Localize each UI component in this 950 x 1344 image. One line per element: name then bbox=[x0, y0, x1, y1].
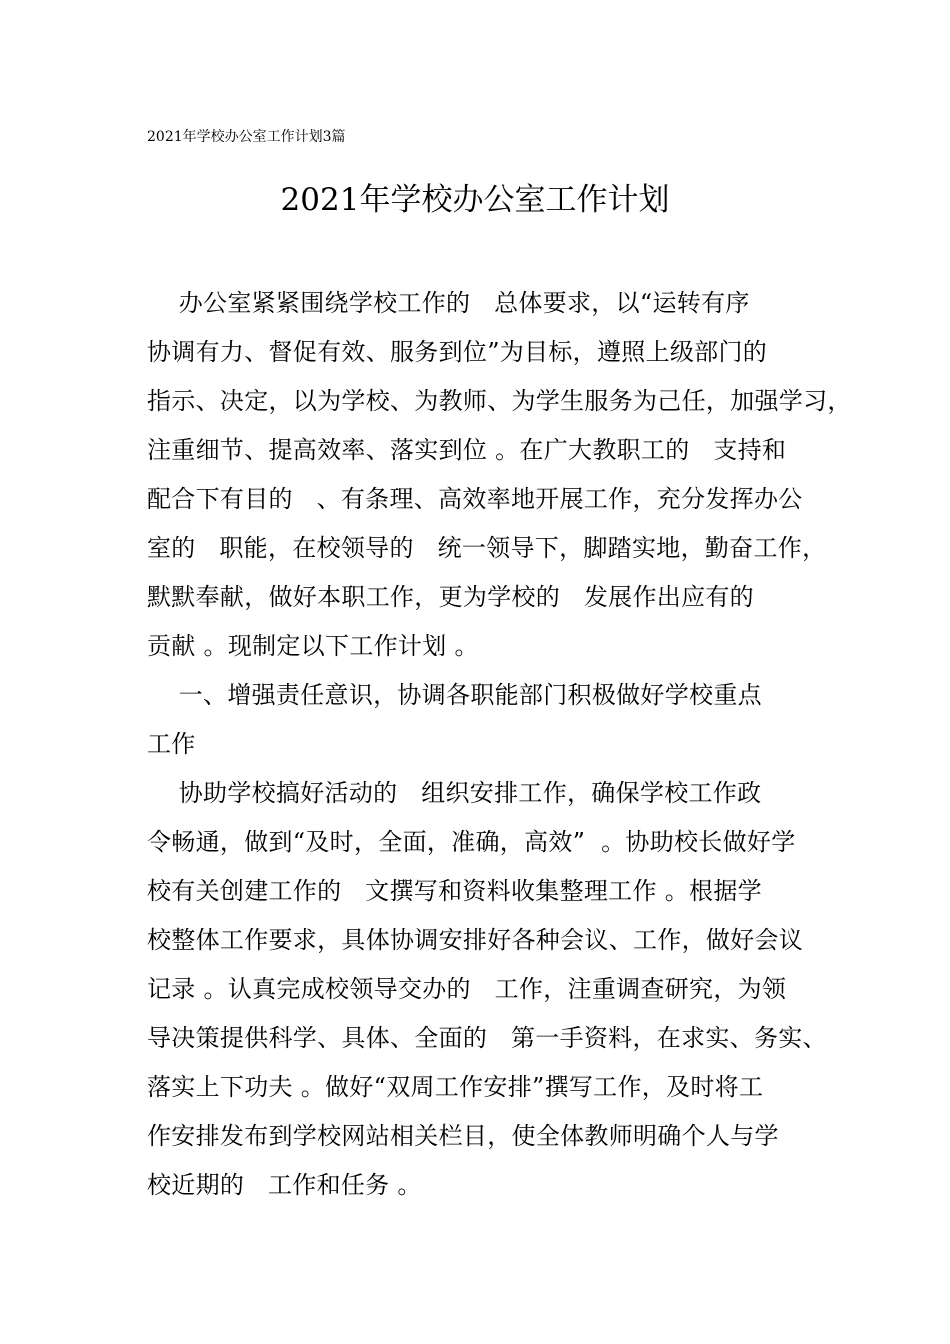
text-line: 协调有力、督促有效、服务到位”为目标，遵照上级部门的 bbox=[147, 338, 768, 366]
document-body bbox=[147, 279, 852, 1210]
text-line: 工作 bbox=[147, 730, 196, 758]
text-line: 注重细节、提高效率、落实到位 。在广大教职工的 支持和 bbox=[147, 436, 787, 464]
document-title: 2021年学校办公室工作计划 bbox=[280, 182, 670, 218]
text-line: 校近期的 工作和任务 。 bbox=[147, 1171, 422, 1199]
paragraph-section-1 bbox=[147, 769, 827, 1210]
text-line: 指示、决定，以为学校、为教师、为学生服务为己任，加强学习， bbox=[147, 387, 852, 415]
text-line: 办公室紧紧围绕学校工作的 总体要求，以“运转有序 bbox=[147, 289, 750, 317]
text-line: 贡献 。现制定以下工作计划 。 bbox=[147, 632, 479, 660]
text-line: 协助学校搞好活动的 组织安排工作，确保学校工作政 bbox=[147, 779, 762, 807]
text-line: 默默奉献，做好本职工作，更为学校的 发展作出应有的 bbox=[147, 583, 754, 611]
paragraph-intro bbox=[147, 279, 852, 671]
text-line: 配合下有目的 、有条理、高效率地开展工作，充分发挥办公 bbox=[147, 485, 803, 513]
text-line: 校有关创建工作的 文撰写和资料收集整理工作 。根据学 bbox=[147, 877, 762, 905]
text-line: 作安排发布到学校网站相关栏目，使全体教师明确个人与学 bbox=[147, 1122, 779, 1150]
text-line: 室的 职能，在校领导的 统一领导下，脚踏实地，勤奋工作， bbox=[147, 534, 827, 562]
text-line: 校整体工作要求，具体协调安排好各种会议、工作，做好会议 bbox=[147, 926, 804, 954]
text-line: 落实上下功夫 。做好“双周工作安排”撰写工作，及时将工 bbox=[147, 1073, 764, 1101]
text-line: 导决策提供科学、具体、全面的 第一手资料，在求实、务实、 bbox=[147, 1024, 827, 1052]
text-line: 令畅通，做到“及时，全面，准确，高效” 。协助校长做好学 bbox=[147, 828, 796, 856]
running-header: 2021年学校办公室工作计划3篇 bbox=[147, 129, 346, 145]
text-line: 一、增强责任意识，协调各职能部门积极做好学校重点 bbox=[147, 681, 762, 709]
section-heading-1 bbox=[147, 671, 819, 769]
text-line: 记录 。认真完成校领导交办的 工作，注重调查研究，为领 bbox=[147, 975, 787, 1003]
